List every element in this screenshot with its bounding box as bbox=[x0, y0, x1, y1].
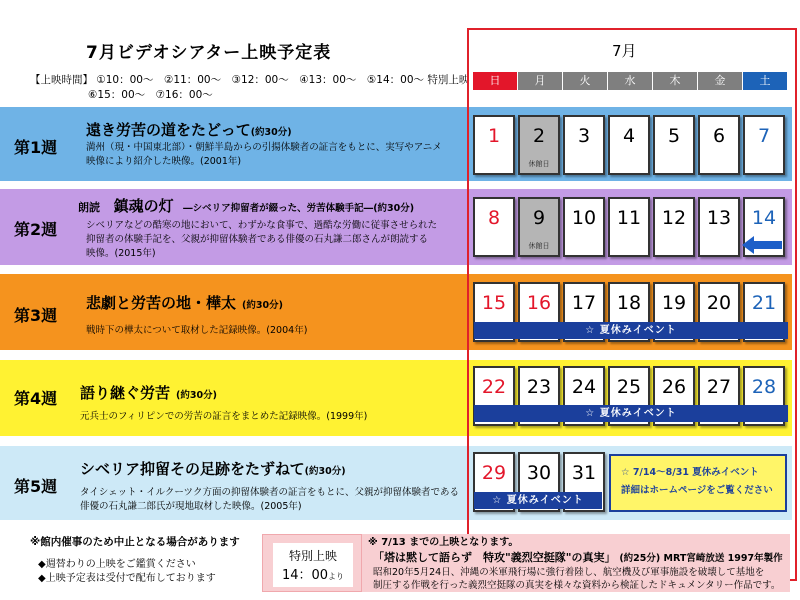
closed-label: 休館日 bbox=[528, 160, 550, 168]
special-screening-badge bbox=[262, 534, 362, 592]
day-number: 25 bbox=[616, 376, 642, 398]
page-title: 7月ビデオシアター上映予定表 bbox=[86, 43, 332, 63]
day-number: 29 bbox=[481, 462, 507, 484]
day-number: 27 bbox=[706, 376, 732, 398]
closed-label: 休館日 bbox=[528, 242, 550, 250]
weekday-mon: 月 bbox=[518, 72, 562, 90]
calendar-month: 7月 bbox=[612, 42, 637, 60]
day-number: 24 bbox=[571, 376, 597, 398]
day-number: 13 bbox=[706, 207, 732, 229]
day-number: 16 bbox=[526, 292, 552, 314]
special-time bbox=[273, 564, 353, 583]
day-number: 1 bbox=[487, 125, 501, 147]
special-description bbox=[373, 566, 780, 592]
event-notice-line: 詳細はホームページをご覧ください bbox=[621, 485, 773, 496]
week-label: 第1週 bbox=[14, 138, 58, 157]
day-number: 14 bbox=[751, 207, 777, 229]
program-duration: (約30分) bbox=[373, 203, 415, 214]
day-number: 18 bbox=[616, 292, 642, 314]
special-title-meta: (約25分) MRT宮崎放送 1997年製作 bbox=[619, 553, 783, 564]
footer-note: ◆上映予定表は受付で配布しております bbox=[38, 573, 216, 584]
day-number: 15 bbox=[481, 292, 507, 314]
program-duration: (約30分) bbox=[242, 300, 283, 311]
calendar-day bbox=[653, 115, 695, 175]
program-description bbox=[86, 324, 307, 338]
weekday-wed: 水 bbox=[608, 72, 652, 90]
weekday-tue: 火 bbox=[563, 72, 607, 90]
day-number: 5 bbox=[667, 125, 681, 147]
desc-line: 戦時下の樺太について取材した記録映像。(2004年) bbox=[86, 325, 308, 336]
program-duration: (約30分) bbox=[176, 390, 217, 401]
day-number: 23 bbox=[526, 376, 552, 398]
program-duration: (約30分) bbox=[304, 466, 346, 477]
day-number: 7 bbox=[757, 125, 771, 147]
program-title-text: 遠き労苦の道をたどって bbox=[86, 121, 251, 139]
screening-times-line1: 【上映時間】 ①10：00～ ②11：00～ ③12：00～ ④13：00～ ⑤14：00～ 特別上映 bbox=[30, 74, 470, 86]
day-number: 4 bbox=[622, 125, 636, 147]
program-description bbox=[80, 486, 459, 514]
desc-line: 昭和20年5月24日、沖縄の米軍飛行場に強行着陸し、航空機及び軍事施設を破壊して基地を bbox=[373, 567, 765, 578]
desc-line: シベリアなどの酷寒の地において、わずかな食事で、過酷な労働に従事させられた bbox=[86, 220, 438, 231]
day-number: 22 bbox=[481, 376, 507, 398]
special-screening-time-box bbox=[273, 543, 353, 587]
event-notice-line: ☆ 7/14～8/31 夏休みイベント bbox=[621, 467, 759, 478]
program-title bbox=[80, 458, 346, 479]
special-label: 特別上映 bbox=[288, 549, 337, 563]
program-title bbox=[80, 382, 217, 403]
program-description bbox=[86, 141, 442, 169]
program-title bbox=[78, 195, 414, 216]
program-title-text: シベリア抑留その足跡をたずねて bbox=[80, 460, 305, 478]
summer-event-notice bbox=[609, 454, 787, 512]
week-label: 第4週 bbox=[14, 389, 58, 408]
calendar-day bbox=[743, 115, 785, 175]
desc-line: 映像により紹介した映像。(2001年) bbox=[86, 156, 242, 167]
day-number: 3 bbox=[577, 125, 591, 147]
screening-times-line2: ⑥15：00～ ⑦16：00～ bbox=[88, 89, 213, 101]
closure-notice: ※館内催事のため中止となる場合があります bbox=[30, 536, 240, 548]
summer-event-bar: ☆ 夏休みイベント bbox=[474, 405, 788, 422]
calendar-day bbox=[563, 197, 605, 257]
program-description bbox=[80, 410, 367, 424]
weekday-fri: 金 bbox=[698, 72, 742, 90]
desc-line: 映像。(2015年) bbox=[86, 248, 156, 259]
special-title bbox=[373, 549, 783, 565]
calendar-day bbox=[608, 115, 650, 175]
desc-line: 元兵士のフィリピンでの労苦の証言をまとめた記録映像。(1999年) bbox=[80, 411, 368, 422]
calendar-day bbox=[473, 115, 515, 175]
weekday-sat: 土 bbox=[743, 72, 787, 90]
screening-times bbox=[30, 73, 469, 103]
program-title-text: 語り継ぐ労苦 bbox=[80, 384, 171, 402]
calendar-day-closed bbox=[518, 115, 560, 175]
day-number: 31 bbox=[571, 462, 597, 484]
day-number: 28 bbox=[751, 376, 777, 398]
weekday-thu: 木 bbox=[653, 72, 697, 90]
day-number: 17 bbox=[571, 292, 597, 314]
calendar-day bbox=[653, 197, 695, 257]
special-time-suffix: より bbox=[328, 572, 345, 581]
special-time-value: 14：00 bbox=[281, 568, 329, 583]
program-title-text: 悲劇と労苦の地・樺太 bbox=[86, 294, 237, 312]
program-description bbox=[86, 219, 437, 261]
calendar-day bbox=[698, 197, 740, 257]
weekday-sun: 日 bbox=[473, 72, 517, 90]
day-number: 30 bbox=[526, 462, 552, 484]
calendar-day bbox=[563, 115, 605, 175]
day-number: 10 bbox=[571, 207, 597, 229]
summer-event-bar: ☆ 夏休みイベント bbox=[474, 492, 602, 509]
program-title-prefix: 朗読 bbox=[78, 201, 100, 214]
program-duration: (約30分) bbox=[250, 127, 292, 138]
desc-line: 俳優の石丸謙二郎氏が現地取材した映像。(2005年) bbox=[80, 501, 302, 512]
week-label: 第5週 bbox=[14, 477, 58, 496]
footer-note: ◆週替わりの上映をご鑑賞ください bbox=[38, 559, 196, 570]
calendar-day-closed bbox=[518, 197, 560, 257]
week-label: 第2週 bbox=[14, 220, 58, 239]
day-number: 9 bbox=[532, 207, 546, 229]
arrow-left-icon bbox=[742, 236, 782, 254]
desc-line: 抑留者の体験手記を、父親が抑留体験者である俳優の石丸謙二郎さんが朗読する bbox=[86, 234, 429, 245]
program-title-text: 鎮魂の灯 bbox=[113, 197, 174, 215]
day-number: 6 bbox=[712, 125, 726, 147]
desc-line: タイシェット・イルクーツク方面の抑留体験者の証言をもとに、父親が抑留体験者である bbox=[80, 487, 459, 498]
special-end-note: ※ 7/13 までの上映となります。 bbox=[368, 537, 519, 548]
program-subtitle: ―シベリア抑留者が綴った、労苦体験手記― bbox=[183, 203, 374, 214]
day-number: 26 bbox=[661, 376, 687, 398]
desc-line: 満州（現・中国東北部）・朝鮮半島からの引揚体験者の証言をもとに、実写やアニメ bbox=[86, 142, 442, 153]
day-number: 12 bbox=[661, 207, 687, 229]
calendar-day bbox=[608, 197, 650, 257]
program-title bbox=[86, 292, 283, 313]
day-number: 21 bbox=[751, 292, 777, 314]
day-number: 19 bbox=[661, 292, 687, 314]
day-number: 8 bbox=[487, 207, 501, 229]
desc-line: 制圧する作戦を行った義烈空挺隊の真実を様々な資料から検証したドキュメンタリー作品です。 bbox=[373, 580, 781, 591]
day-number: 2 bbox=[532, 125, 546, 147]
day-number: 11 bbox=[616, 207, 642, 229]
calendar-day bbox=[473, 197, 515, 257]
day-number: 20 bbox=[706, 292, 732, 314]
program-title bbox=[86, 119, 292, 140]
special-title-text: 「塔は黙して語らず 特攻"義烈空挺隊"の真実」 bbox=[373, 551, 616, 564]
summer-event-bar: ☆ 夏休みイベント bbox=[474, 322, 788, 339]
week-label: 第3週 bbox=[14, 306, 58, 325]
calendar-day bbox=[698, 115, 740, 175]
